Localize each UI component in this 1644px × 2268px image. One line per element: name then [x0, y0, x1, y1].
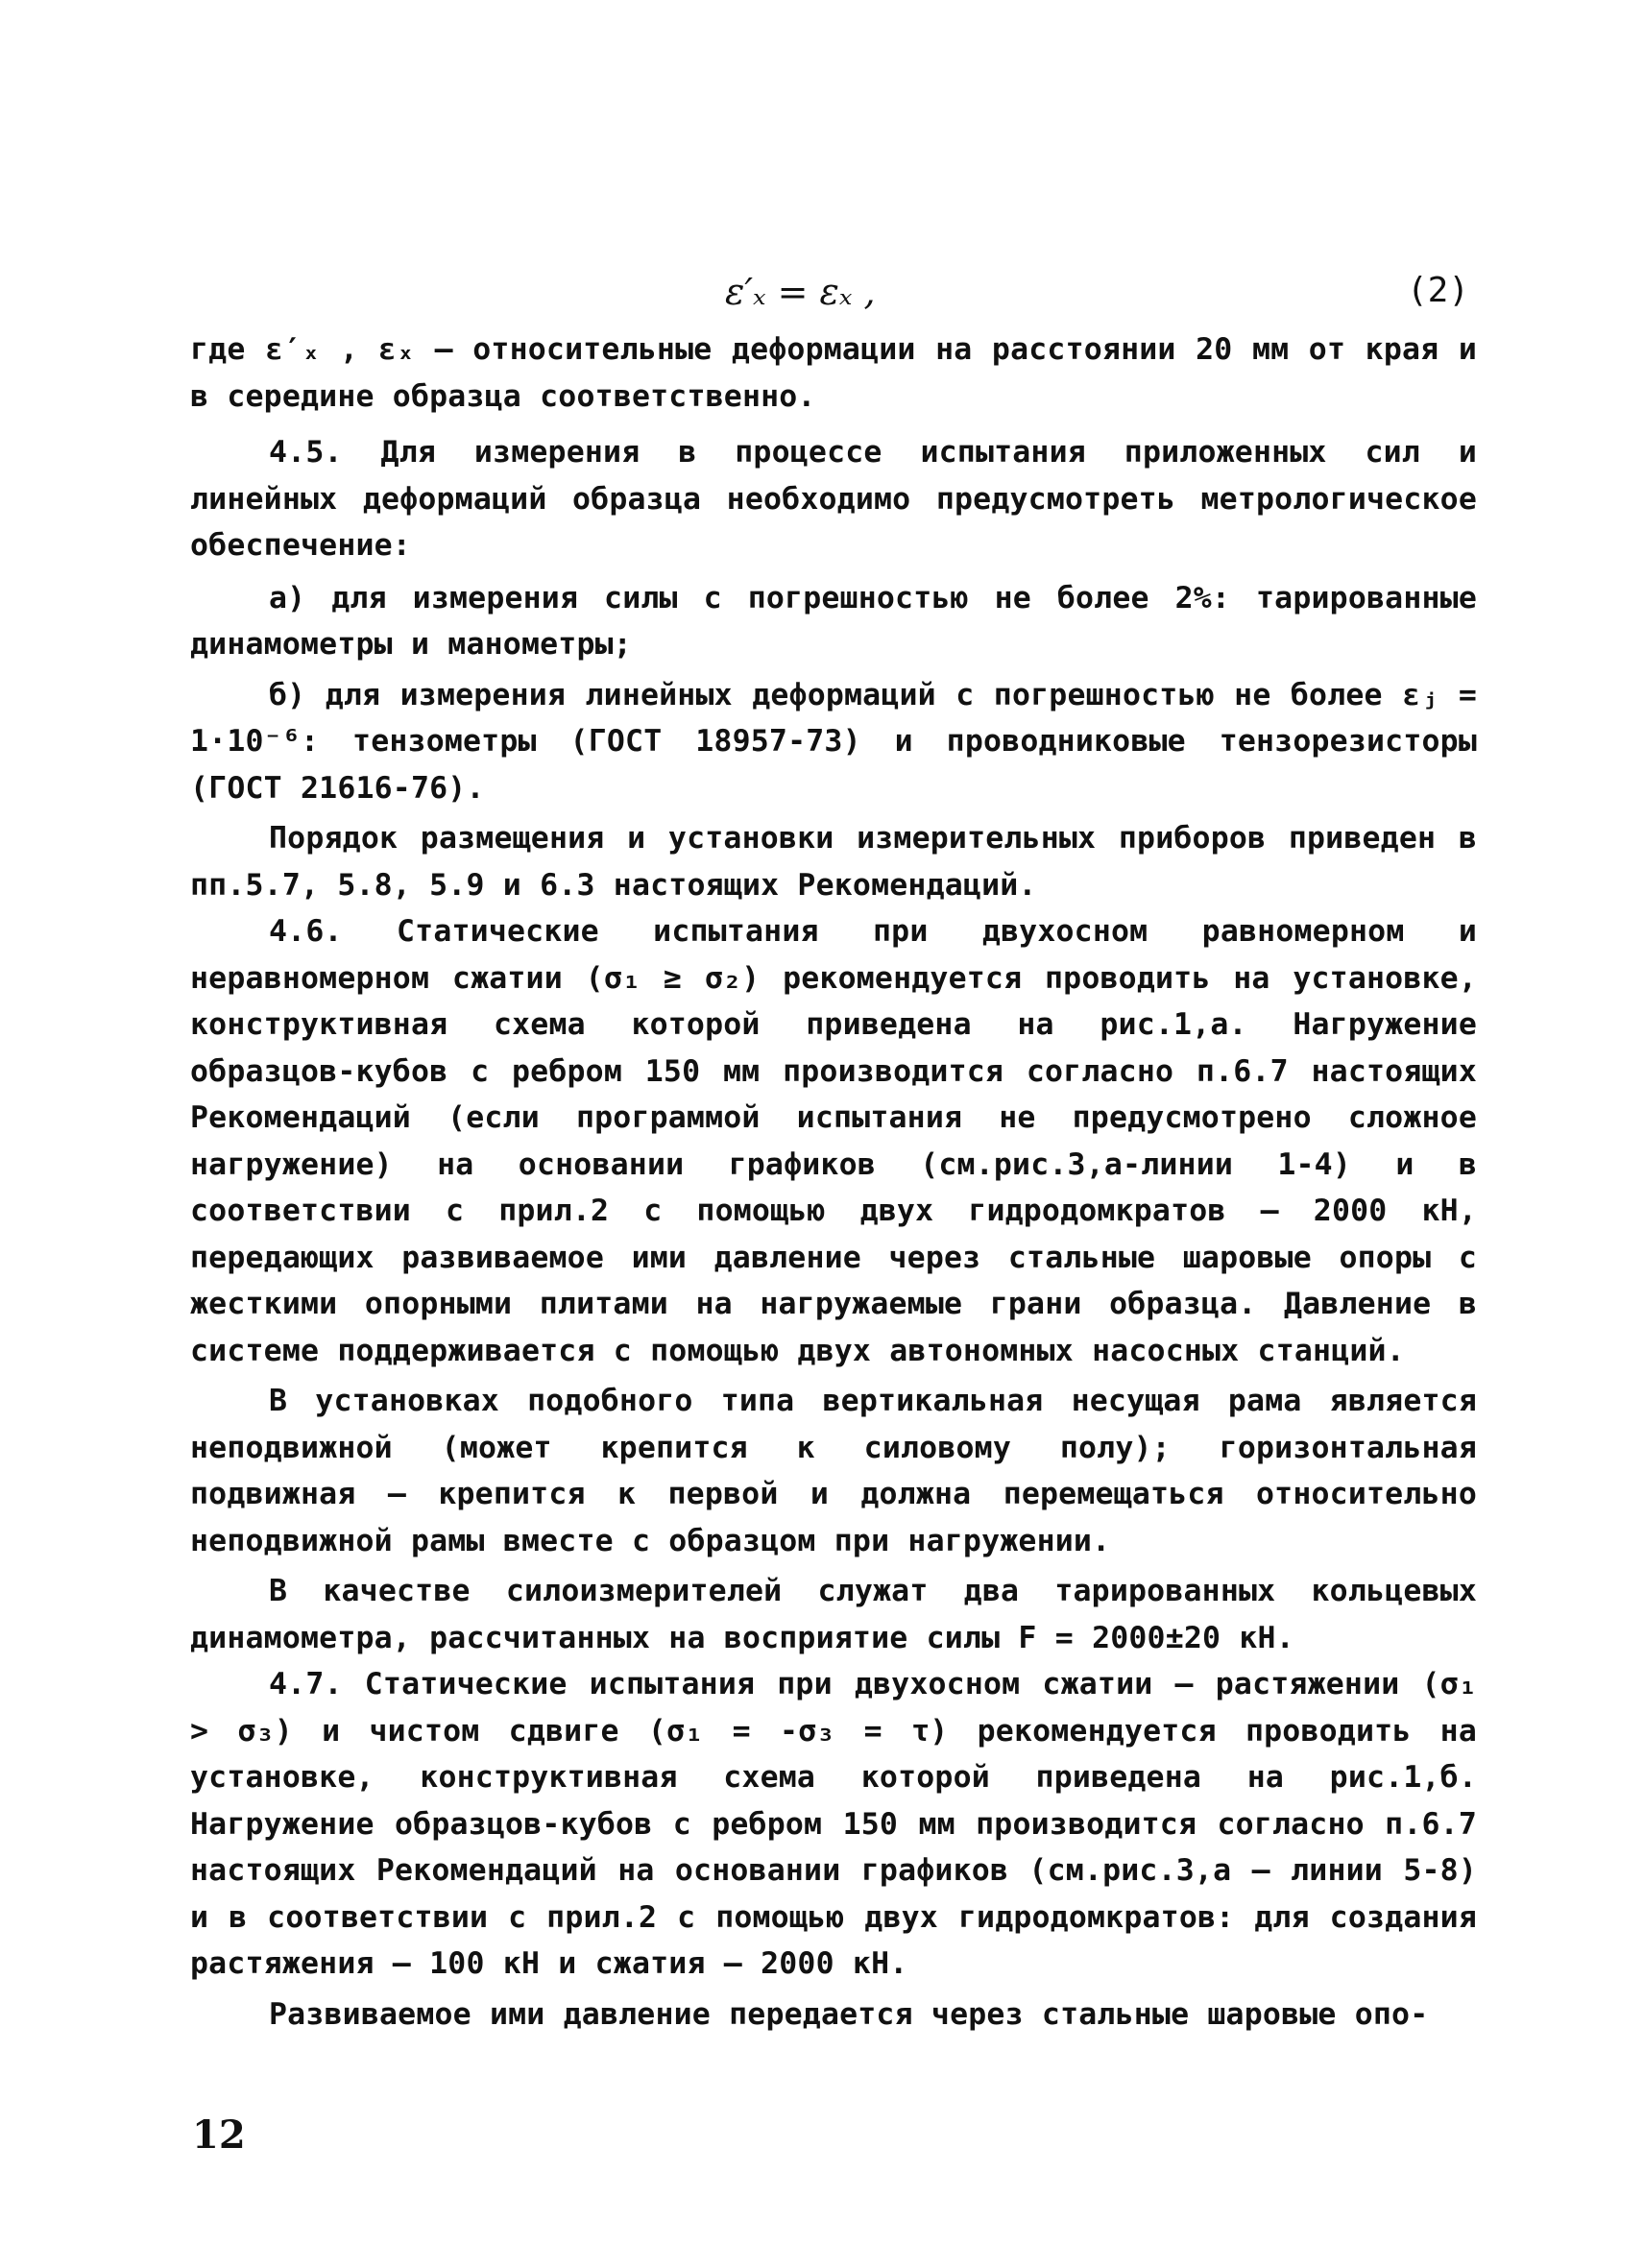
- body-text: [190, 326, 1477, 2038]
- where-clause: где ε′ₓ , εₓ – относительные деформации на расстоянии 20 мм от края и в середине образца соответственно.: [190, 332, 1477, 414]
- page-number: 12: [192, 2112, 246, 2158]
- paragraph-4-5: 4.5. Для измерения в процессе испытания приложенных сил и линейных деформаций образца необходимо предусмотреть метрологическое обеспечение:: [190, 435, 1477, 563]
- equation-number: (2): [1406, 271, 1469, 310]
- paragraph-4-6-frames: В установках подобного типа вертикальная несущая рама является неподвижной (может крепится к силовому полу); горизонтальная подвижная – крепится к первой и должна перемещаться относительно неподвижной рамы вместе с образцом при нагружении.: [190, 1384, 1477, 1558]
- paragraph-4-5-a: а) для измерения силы с погрешностью не более 2%: тарированные динамометры и манометры;: [190, 580, 1477, 662]
- paragraph-4-5-b: б) для измерения линейных деформаций с погрешностью не более εⱼ = 1·10⁻⁶: тензометры (ГОСТ 18957-73) и проводниковые тензорезисторы (ГОСТ 21616-76).: [190, 677, 1477, 806]
- paragraph-4-5-order: Порядок размещения и установки измерительных приборов приведен в пп.5.7, 5.8, 5.9 и 6.3 настоящих Рекомендаций.: [190, 821, 1477, 903]
- formula-2: ε′ₓ = εₓ ,: [725, 271, 876, 313]
- formula-line: [192, 271, 1469, 328]
- paragraph-4-7-continued: Развиваемое ими давление передается через стальные шаровые опо-: [269, 1996, 1429, 2032]
- paragraph-4-6-dynamometers: В качестве силоизмерителей служат два тарированных кольцевых динамометра, рассчитанных на восприятие силы F = 2000±20 кН.: [190, 1574, 1477, 1655]
- paragraph-4-6: 4.6. Статические испытания при двухосном равномерном и неравномерном сжатии (σ₁ ≥ σ₂) рекомендуется проводить на установке, конструктивная схема которой приведена на рис.1,а. Нагружение образцов-кубов с ребром 150 мм производится согласно п.6.7 настоящих Рекомендаций (если программой испытания не предусмотрено сложное нагружение) на основании графиков (см.рис.3,а-линии 1-4) и в соответствии с прил.2 с помощью двух гидродомкратов – 2000 кН, передающих развиваемое ими давление через стальные шаровые опоры с жесткими опорными плитами на нагружаемые грани образца. Давление в системе поддерживается с помощью двух автономных насосных станций.: [190, 914, 1477, 1368]
- paragraph-4-7: 4.7. Статические испытания при двухосном сжатии – растяжении (σ₁ > σ₃) и чистом сдвиге (σ₁ = -σ₃ = τ) рекомендуется проводить на установке, конструктивная схема которой приведена на рис.1,б. Нагружение образцов-кубов с ребром 150 мм производится согласно п.6.7 настоящих Рекомендаций на основании графиков (см.рис.3,а – линии 5-8) и в соответствии с прил.2 с помощью двух гидродомкратов: для создания растяжения – 100 кН и сжатия – 2000 кН.: [190, 1667, 1477, 1981]
